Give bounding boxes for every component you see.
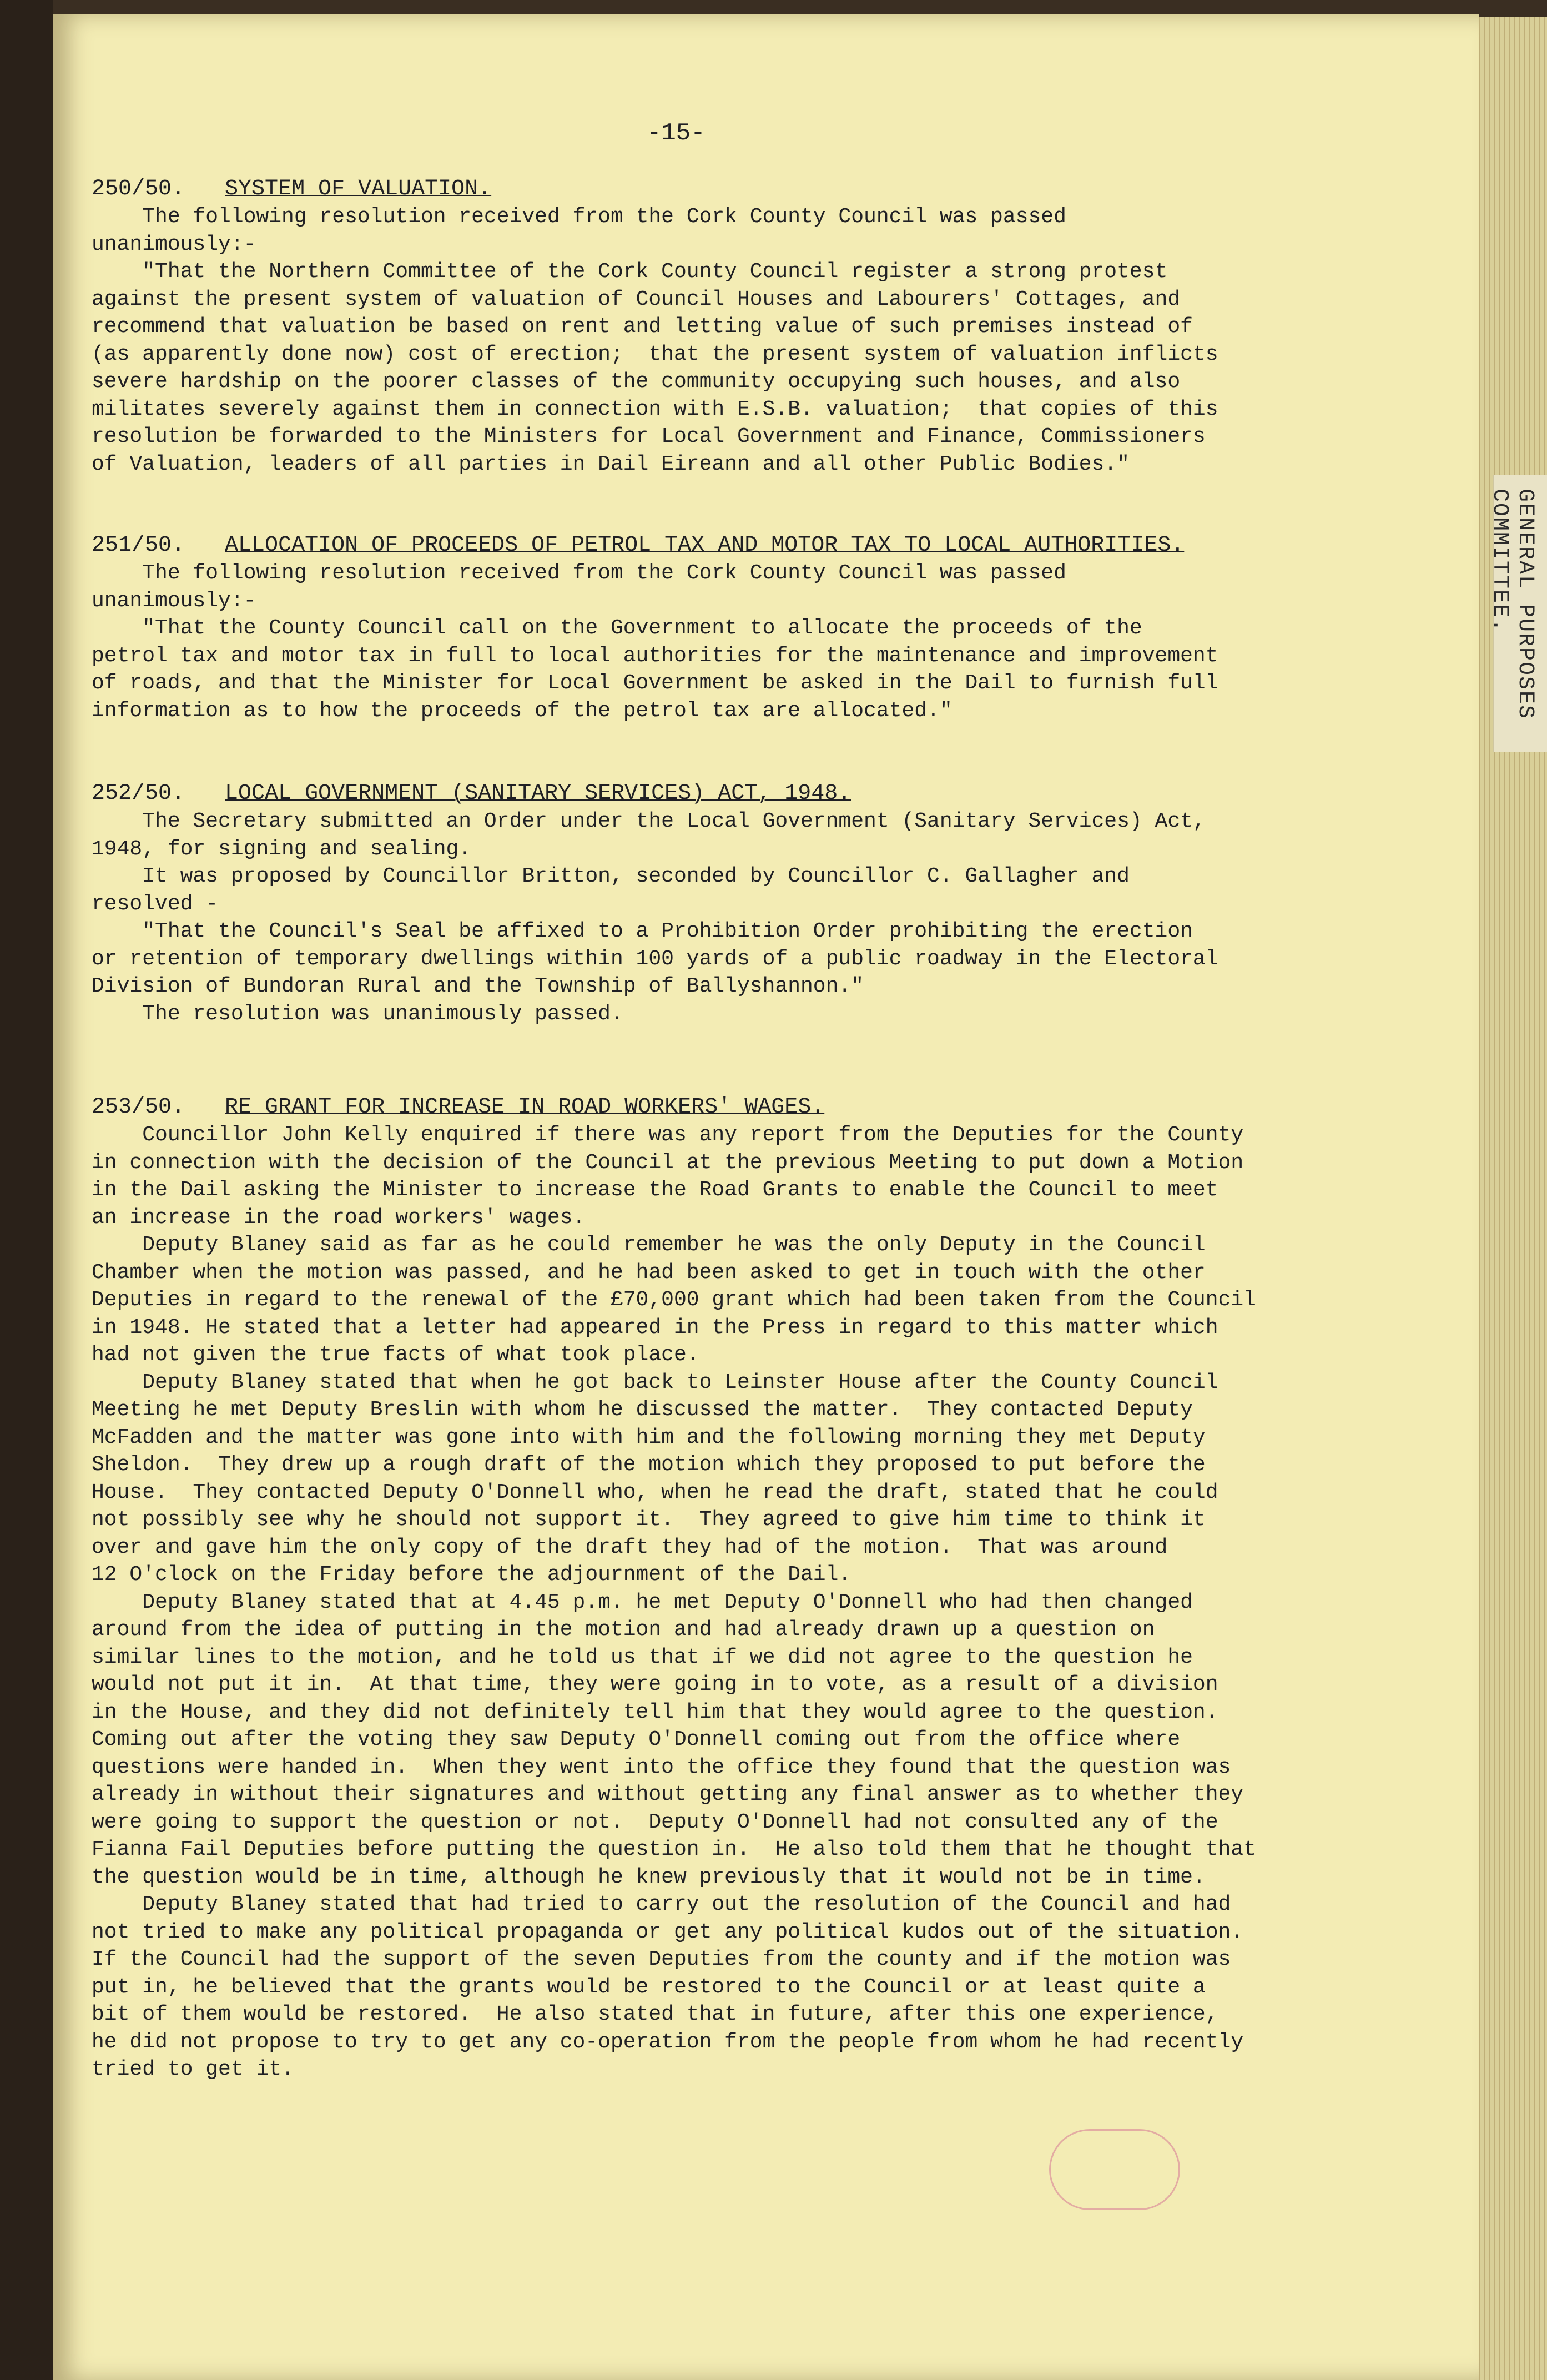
section-heading xyxy=(92,780,1385,808)
section-body: The Secretary submitted an Order under the Local Government (Sanitary Services) Act, 1948, for signing and sealing. It was proposed by Councillor Britton, seconded by Councillor C. Gallagher and resolved - "That the Council's Seal be affixed to a Prohibition Order prohibiting the erection or retention of temporary dwellings within 100 yards of a public roadway in the Electoral Division of Bundoran Rural and the Township of Ballyshannon." The resolution was unanimously passed. xyxy=(92,809,1218,1026)
book-spine xyxy=(0,0,53,2380)
section-title: RE GRANT FOR INCREASE IN ROAD WORKERS' WAGES. xyxy=(225,1095,825,1120)
section-heading xyxy=(92,1094,1385,1121)
section-body: Councillor John Kelly enquired if there was any report from the Deputies for the County in connection with the decision of the Council at the previous Meeting to put down a Motion in the Dail asking the Minister to increase the Road Grants to enable the Council to meet an increase in the road workers' wages. Deputy Blaney said as far as he could remember he was the only Deputy in the Council Chamber when the motion was passed, and he had been asked to get in touch with the other Deputies in regard to the renewal of the £70,000 grant which had been taken from the Council in 1948. He stated that a letter had appeared in the Press in regard to this matter which had not given the true facts of what took place. Deputy Blaney stated that when he got back to Leinster House after the County Council Meeting he met Deputy Breslin with whom he discussed the matter. They contacted Deputy McFadden and the matter was gone into with him and the following morning they met Deputy Sheldon. They drew up a rough draft of the motion which they proposed to put before the House. They contacted Deputy O'Donnell who, when he read the draft, stated that he could not possibly see why he should not support it. They agreed to give him time to think it over and gave him the only copy of the draft they had of the motion. That was around 12 O'clock on the Friday before the adjournment of the Dail. Deputy Blaney stated that at 4.45 p.m. he met Deputy O'Donnell who had then changed around from the idea of putting in the motion and had already drawn up a question on similar lines to the motion, and he told us that if we did not agree to the question he would not put it in. At that time, they were going in to vote, as a result of a division in the House, and they did not definitely tell him that they would agree to the question. Coming out after the voting they saw Deputy O'Donnell coming out from the office where questions were handed in. When they went into the office they found that the question was already in without their signatures and without getting any final answer as to whether they were going to support the question or not. Deputy O'Donnell had not consulted any of the Fianna Fail Deputies before putting the question in. He also told them that he thought that the question would be in time, although he knew previously that it would not be in time. Deputy Blaney stated that had tried to carry out the resolution of the Council and had not tried to make any political propaganda or get any political kudos out of the situation. If the Council had the support of the seven Deputies from the county and if the motion was put in, he believed that the grants would be restored to the Council or at least quite a bit of them would be restored. He also stated that in future, after this one experience, he did not propose to try to get any co-operation from the people from whom he had recently tried to get it. xyxy=(92,1123,1256,2081)
section-heading xyxy=(92,532,1385,560)
minute-section xyxy=(92,532,1385,724)
section-heading xyxy=(92,175,1385,203)
section-title: LOCAL GOVERNMENT (SANITARY SERVICES) ACT, 1948. xyxy=(225,781,851,806)
section-number: 253/50. xyxy=(92,1095,185,1120)
section-number: 251/50. xyxy=(92,533,185,558)
minute-section xyxy=(92,780,1385,1028)
section-title: ALLOCATION OF PROCEEDS OF PETROL TAX AND MOTOR TAX TO LOCAL AUTHORITIES. xyxy=(225,533,1185,558)
page-number: -15- xyxy=(647,119,706,147)
section-number: 252/50. xyxy=(92,781,185,806)
section-body: The following resolution received from the Cork County Council was passed unanimously:- "That the County Council call on the Government to allocate the proceeds of the petrol tax and motor tax in full to local authorities for the maintenance and improvement of roads, and that the Minister for Local Government be asked in the Dail to furnish full information as to how the proceeds of the petrol tax are allocated." xyxy=(92,561,1218,723)
ink-stamp-mark xyxy=(1049,2129,1180,2210)
section-title: SYSTEM OF VALUATION. xyxy=(225,177,492,202)
section-number: 250/50. xyxy=(92,177,185,202)
minute-section xyxy=(92,1094,1385,2084)
section-body: The following resolution received from the Cork County Council was passed unanimously:- "That the Northern Committee of the Cork County Council register a strong protest against the present system of valuation of Council Houses and Labourers' Cottages, and recommend that valuation be based on rent and letting value of such premises instead of (as apparently done now) cost of erection; that the present system of valuation inflicts severe hardship on the poorer classes of the community occupying such houses, and also militates severely against them in connection with E.S.B. valuation; that copies of this resolution be forwarded to the Ministers for Local Government and Finance, Commissioners of Valuation, leaders of all parties in Dail Eireann and all other Public Bodies." xyxy=(92,205,1218,476)
minute-section xyxy=(92,175,1385,478)
index-tab-label: GENERAL PURPOSES COMMITTEE. xyxy=(1487,489,1538,720)
